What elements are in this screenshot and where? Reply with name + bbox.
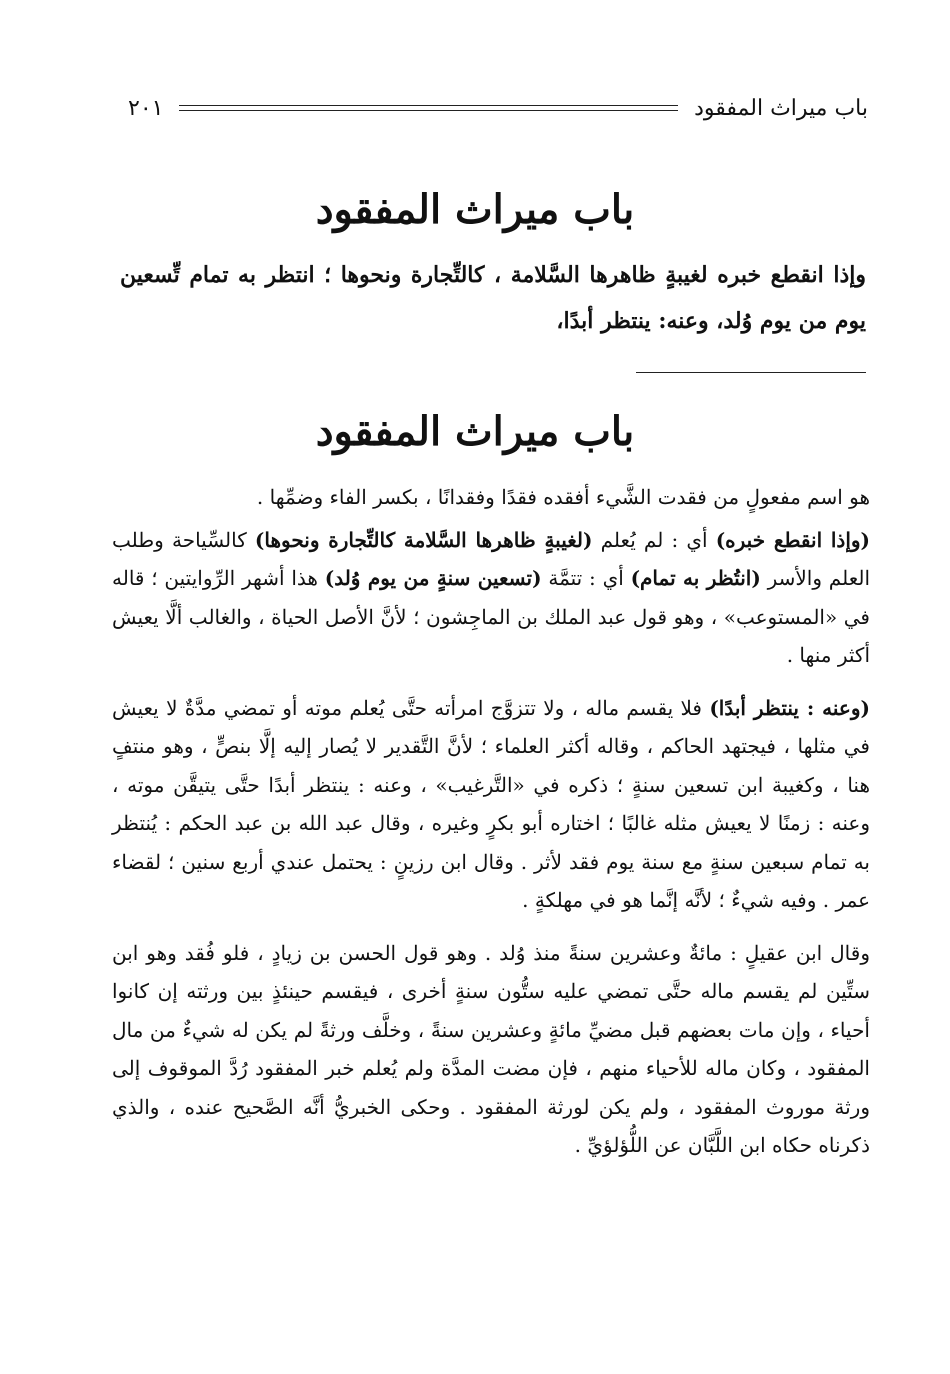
quoted-matn: (لغيبةٍ ظاهرها السَّلامة كالتِّجارة ونحوها) [254, 527, 593, 552]
commentary-text: فلا يقسم ماله ، ولا تتزوَّج امرأته حتَّى يُعلم موته أو تمضي مدَّةٌ لا يعيش في مثلها ، فيجتهد الحاكم ، وقاله أكثر العلماء ؛ لأنَّ التَّقدير لا يُصار إليه إلَّا بنصٍّ ، وهو منتفٍ هنا ، وكغيبة ابن تسعين سنةٍ ؛ ذكره في «التَّرغيب» ، وعنه : ينتظر أبدًا حتَّى يتيقَّن موته ، وعنه : زمنًا لا يعيش مثله غالبًا ؛ اختاره أبو بكرٍ وغيره ، وقال عبد الله بن عبد الحكم : يُنتظر به تمام سبعين سنةٍ مع سنة يوم فقد لأثر . وقال ابن رزينٍ : يحتمل عندي أربع سنين ؛ لقضاء عمر . وفيه شيءٌ ؛ لأنَّه إنَّما هو في مهلكةٍ . [112, 695, 870, 912]
quoted-matn: (تسعين سنةٍ من يوم وُلد) [324, 566, 542, 590]
commentary-text: أي : تتمَّة [541, 566, 631, 590]
commentary-paragraph-1: هو اسم مفعولٍ من فقدت الشَّيء أفقده فقدًا وفقدانًا ، بكسر الفاء وضمِّها . [256, 485, 870, 509]
commentary-paragraph-3 [112, 689, 870, 920]
running-title: باب ميراث المفقود [694, 95, 868, 121]
commentary-paragraph-2 [112, 521, 870, 675]
commentary-text: كالسِّياحة وطلب العلم والأسر [112, 527, 871, 590]
matn-text: وإذا انقطع خبره لغيبةٍ ظاهرها السَّلامة ، كالتِّجارة ونحوها ؛ انتظر به تمام تِّسعين يوم من يوم وُلد، وعنه: ينتظر أبدًا، [120, 262, 866, 334]
header-rule [179, 105, 678, 111]
commentary-paragraph-4: وقال ابن عقيلٍ : مائةٌ وعشرين سنةً منذ وُلد . وهو قول الحسن بن زيادٍ ، فلو فُقد وهو ابن ستِّين لم يقسم ماله حتَّى تمضي عليه ستُّون سنةٍ أخرى ، فيقسم حينئذٍ بين ورثته إن كانوا أحياء ، وإن مات بعضهم قبل مضيِّ مائةٍ وعشرين سنةً ، وخلَّف ورثةً لم يكن له شيءٌ من مال المفقود ، وكان ماله للأحياء منهم ، فإن مضت المدَّة ولم يُعلم خبر المفقود رُدَّ الموقوف إلى ورثة موروث المفقود ، ولم يكن لورثة المفقود . وحكى الخبريُّ أنَّه الصَّحيح عنده ، والذي ذكرناه حكاه ابن اللَّبَّان عن اللُّؤلؤيِّ . [112, 940, 870, 1157]
commentary-body [112, 478, 870, 1179]
quoted-matn: (وعنه : ينتظر أبدًا) [709, 695, 870, 720]
commentary-text: أي : لم يُعلم [592, 527, 716, 552]
matn-chapter-title: باب ميراث المفقود [315, 186, 635, 233]
commentary-text: هذا أشهر الرِّوايتين ؛ قاله في «المستوعب» ، وهو قول عبد الملك بن الماجِشون ؛ لأنَّ الأصل الحياة ، والغالب ألَّا يعيش أكثر منها . [112, 566, 870, 667]
sharh-chapter-title: باب ميراث المفقود [315, 408, 635, 455]
page-number: ٢٠١ [128, 95, 164, 121]
section-separator [636, 372, 866, 373]
quoted-matn: (انتُظر به تمام) [630, 566, 761, 590]
running-header [128, 90, 868, 126]
quoted-matn: (وإذا انقطع خبره) [715, 527, 871, 552]
